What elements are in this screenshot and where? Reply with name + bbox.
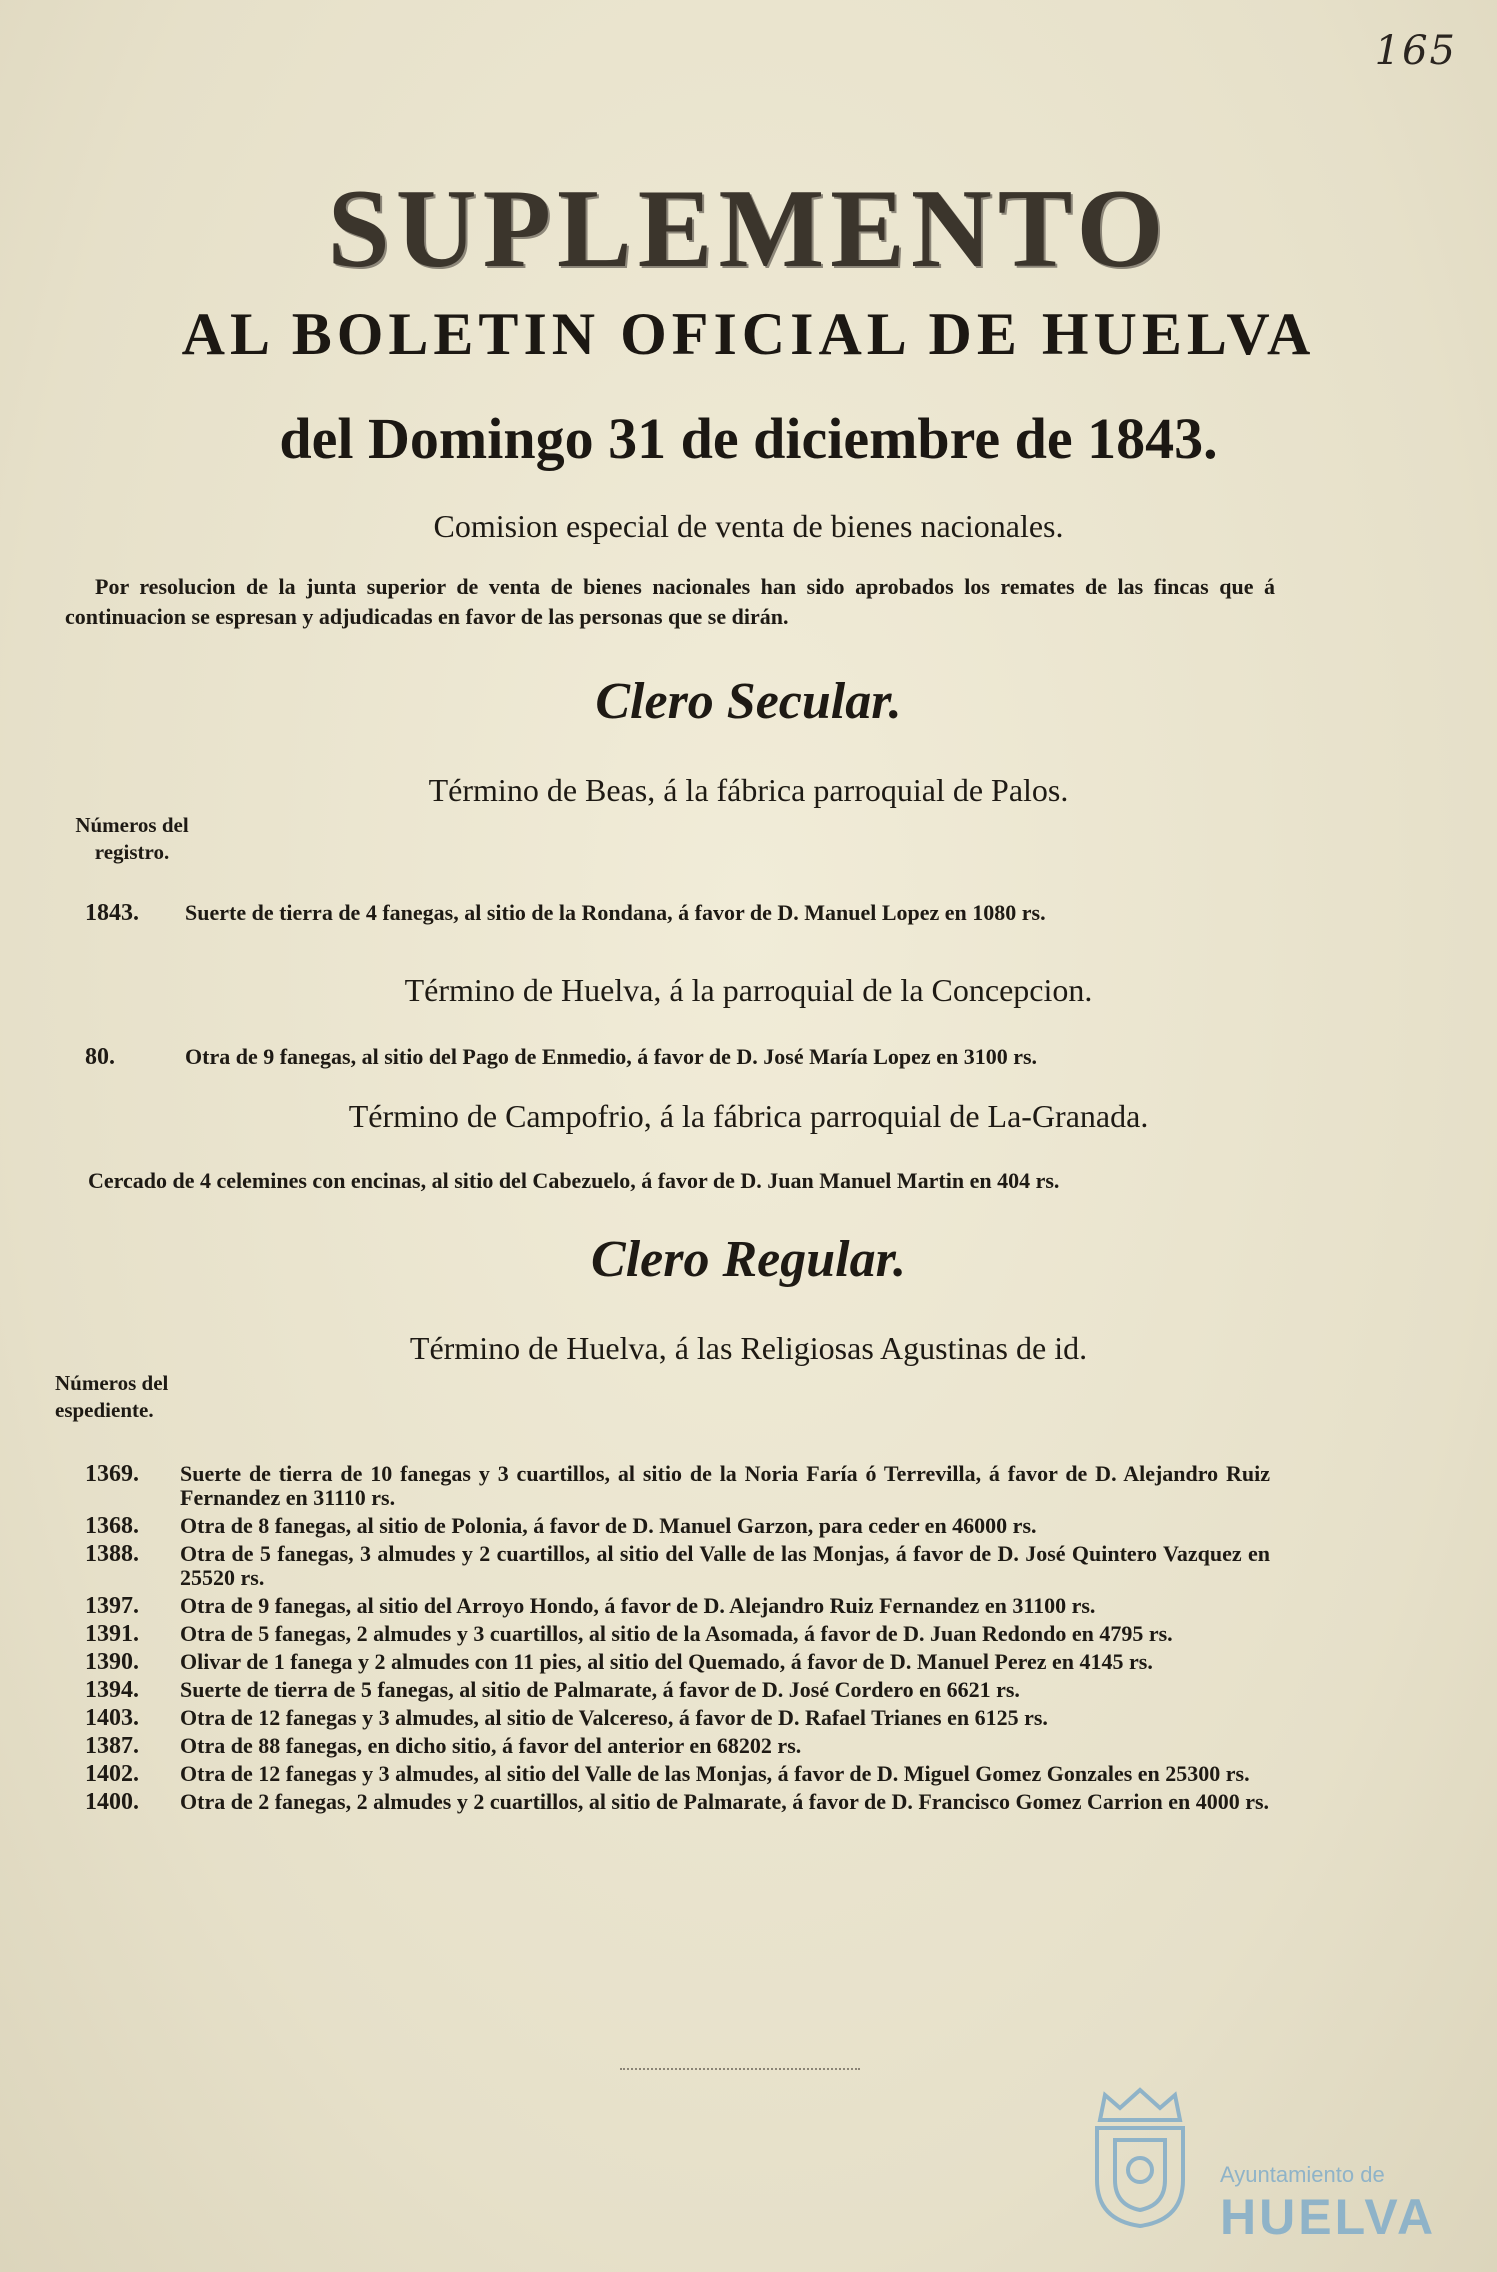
list-item <box>85 1044 1270 1070</box>
watermark-small-text: Ayuntamiento de <box>1220 2162 1385 2187</box>
list-item <box>85 1622 1270 1646</box>
document-title: SUPLEMENTO <box>327 167 1170 291</box>
entry-number: 1368. <box>85 1513 139 1539</box>
list-item <box>85 1594 1270 1618</box>
entry-text: Otra de 8 fanegas, al sitio de Polonia, á favor de D. Manuel Garzon, para ceder en 46000 rs. <box>180 1513 1037 1538</box>
entry-number: 1387. <box>85 1733 139 1759</box>
intro-paragraph: Por resolucion de la junta superior de venta de bienes nacionales han sido aprobados los remates de las fincas que á continuacion se espresan y adjudicadas en favor de las personas que se dirán. <box>65 574 1275 629</box>
entry-number: 1390. <box>85 1649 139 1675</box>
handwritten-page-number: 165 <box>1374 28 1457 74</box>
entry-text: Olivar de 1 fanega y 2 almudes con 11 pies, al sitio del Quemado, á favor de D. Manuel Perez en 4145 rs. <box>180 1649 1153 1674</box>
entry-number: 1391. <box>85 1621 139 1647</box>
entry-number: 1403. <box>85 1705 139 1731</box>
entry-number: 1388. <box>85 1541 139 1567</box>
column-head-espediente: Números del espediente. <box>55 1371 169 1423</box>
termino-campofrio: Término de Campofrio, á la fábrica parroquial de La-Granada. <box>348 1098 1149 1134</box>
termino-huelva-concepcion: Término de Huelva, á la parroquial de la Concepcion. <box>404 972 1093 1008</box>
entry-number: 1369. <box>85 1461 139 1487</box>
entry-cercado: Cercado de 4 celemines con encinas, al sitio del Cabezuelo, á favor de D. Juan Manuel Martin en 404 rs. <box>88 1168 1060 1193</box>
entry-text: Otra de 2 fanegas, 2 almudes y 2 cuartillos, al sitio de Palmarate, á favor de D. Francisco Gomez Carrion en 4000 rs. <box>180 1789 1270 1814</box>
entry-text: Otra de 9 fanegas, al sitio del Arroyo Hondo, á favor de D. Alejandro Ruiz Fernandez en 31100 rs. <box>180 1593 1096 1618</box>
coat-of-arms-icon <box>1085 2080 1195 2230</box>
entry-number: 1394. <box>85 1677 139 1703</box>
entry-list <box>85 1462 1270 1818</box>
entry-number: 1843. <box>85 900 139 926</box>
list-item <box>85 1542 1270 1590</box>
list-item <box>85 1706 1270 1730</box>
list-item <box>85 1734 1270 1758</box>
list-item <box>85 1790 1270 1814</box>
footer-divider <box>620 2068 860 2070</box>
entry-text: Otra de 9 fanegas, al sitio del Pago de Enmedio, á favor de D. José María Lopez en 3100 rs. <box>185 1044 1038 1069</box>
list-item <box>85 900 1270 926</box>
entry-text: Otra de 5 fanegas, 2 almudes y 3 cuartillos, al sitio de la Asomada, á favor de D. Juan Redondo en 4795 rs. <box>180 1621 1173 1646</box>
entry-text: Otra de 88 fanegas, en dicho sitio, á favor del anterior en 68202 rs. <box>180 1733 802 1758</box>
entry-text: Suerte de tierra de 10 fanegas y 3 cuartillos, al sitio de la Noria Faría ó Terrevilla, á favor de D. Alejandro Ruiz Fernandez en 31110 rs. <box>180 1461 1270 1510</box>
section-heading-regular: Clero Regular. <box>591 1231 906 1288</box>
list-item <box>85 1762 1270 1786</box>
list-item <box>85 1678 1270 1702</box>
entry-text: Otra de 12 fanegas y 3 almudes, al sitio del Valle de las Monjas, á favor de D. Miguel Gomez Gonzales en 25300 rs. <box>180 1761 1250 1786</box>
entry-text: Otra de 5 fanegas, 3 almudes y 2 cuartillos, al sitio del Valle de las Monjas, á favor de D. José Quintero Vazquez en 25520 rs. <box>180 1541 1270 1590</box>
termino-huelva-agustinas: Término de Huelva, á las Religiosas Agustinas de id. <box>409 1330 1088 1366</box>
document-subtitle: AL BOLETIN OFICIAL DE HUELVA <box>181 301 1316 367</box>
entry-text: Otra de 12 fanegas y 3 almudes, al sitio de Valcereso, á favor de D. Rafael Trianes en 6125 rs. <box>180 1705 1048 1730</box>
section-heading-secular: Clero Secular. <box>595 673 902 730</box>
list-item <box>85 1514 1270 1538</box>
entry-number: 1397. <box>85 1593 139 1619</box>
entry-number: 1400. <box>85 1789 139 1815</box>
termino-beas: Término de Beas, á la fábrica parroquial de Palos. <box>428 772 1069 808</box>
watermark-large-text: HUELVA <box>1220 2189 1437 2245</box>
list-item <box>85 1650 1270 1674</box>
list-item <box>85 1462 1270 1510</box>
entry-text: Suerte de tierra de 4 fanegas, al sitio de la Rondana, á favor de D. Manuel Lopez en 1080 rs. <box>185 900 1046 925</box>
document-date: del Domingo 31 de diciembre de 1843. <box>279 406 1218 471</box>
column-head-registro: Números del registro. <box>75 813 189 865</box>
entry-number: 1402. <box>85 1761 139 1787</box>
commission-heading: Comision especial de venta de bienes nacionales. <box>433 508 1064 544</box>
entry-number: 80. <box>85 1044 115 1070</box>
entry-text: Suerte de tierra de 5 fanegas, al sitio de Palmarate, á favor de D. José Cordero en 6621 rs. <box>180 1677 1020 1702</box>
